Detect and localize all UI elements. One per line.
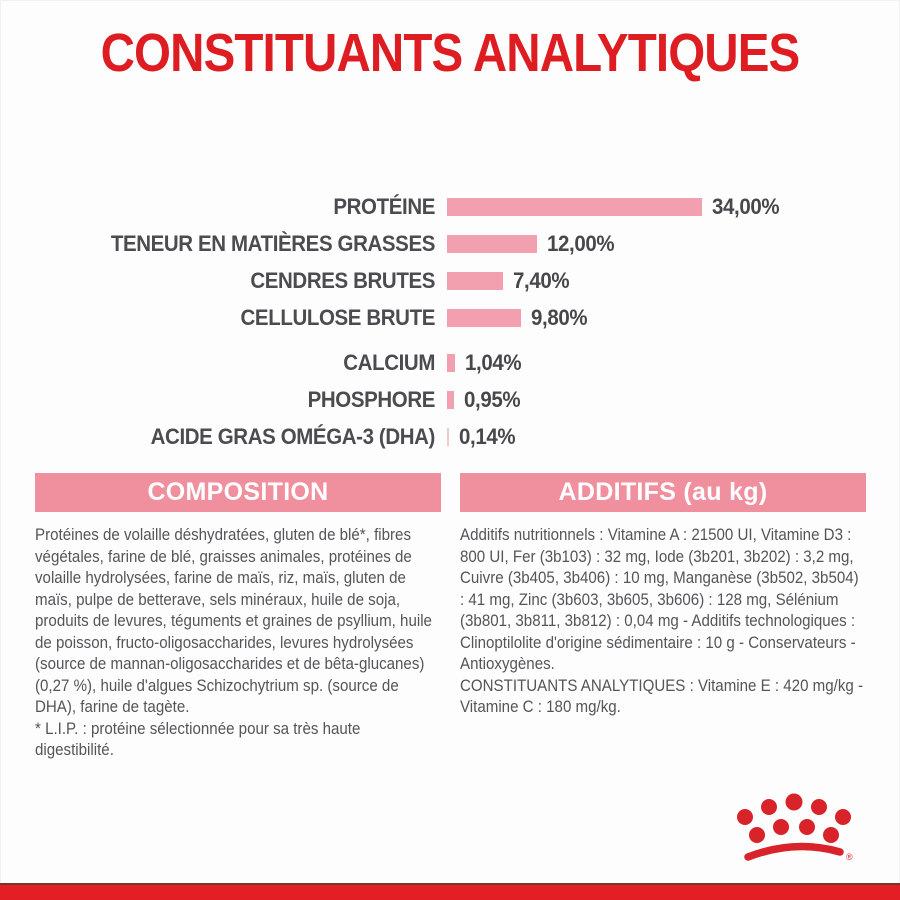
chart-row (0, 381, 900, 418)
chart-category-label: ACIDE GRAS OMÉGA-3 (DHA) (150, 423, 436, 449)
additives-section (460, 473, 866, 762)
chart-category-label: PROTÉINE (333, 193, 435, 219)
additives-header: ADDITIFS (au kg) (460, 473, 866, 512)
composition-text-block (35, 525, 441, 762)
additives-text-block (460, 525, 866, 719)
info-columns (35, 473, 865, 762)
chart-bar (447, 391, 454, 409)
chart-row (0, 299, 900, 336)
chart-category-label: CENDRES BRUTES (250, 267, 435, 293)
chart-bar (447, 198, 702, 216)
chart-bar (447, 354, 455, 372)
royal-canin-crown-logo-icon (712, 786, 862, 871)
chart-value-label: 0,14% (459, 423, 516, 449)
chart-bar (447, 428, 449, 446)
composition-section (35, 473, 441, 762)
chart-category-label: CALCIUM (343, 349, 435, 375)
chart-value-label: 12,00% (547, 230, 615, 256)
crown-icon (712, 786, 862, 871)
chart-category-label: PHOSPHORE (307, 386, 435, 412)
additives-body: Additifs nutritionnels : Vitamine A : 21500 UI, Vitamine D3 : 800 UI, Fer (3b103) : 32 mg, Iode (3b201, 3b202) : 3,2 mg, Cuivre (3b405, 3b406) : 10 mg, Manganèse (3b502, 3b504) : 41 mg, Zinc (3b603, 3b605, 3b606) : 128 mg, Sélénium (3b801, 3b811, 3b812) : 0,04 mg - Additifs technologiques : Clinoptilolite d'origine sédimentaire : 10 g - Conservateurs - Antioxygènes. (460, 526, 859, 673)
chart-bar (447, 272, 503, 290)
composition-header: COMPOSITION (35, 473, 441, 512)
chart-category-label: TENEUR EN MATIÈRES GRASSES (110, 230, 435, 256)
chart-value-label: 7,40% (513, 267, 570, 293)
chart-value-label: 0,95% (464, 386, 521, 412)
chart-value-label: 9,80% (531, 304, 588, 330)
chart-row (0, 225, 900, 262)
chart-row (0, 418, 900, 455)
chart-value-label: 1,04% (465, 349, 522, 375)
chart-row (0, 344, 900, 381)
chart-bar (447, 309, 521, 327)
chart-row (0, 188, 900, 225)
chart-bar (447, 235, 537, 253)
chart-row (0, 262, 900, 299)
page-title: CONSTITUANTS ANALYTIQUES (100, 23, 800, 83)
additives-analytical-constituents: CONSTITUANTS ANALYTIQUES : Vitamine E : 420 mg/kg - Vitamine C : 180 mg/kg. (460, 676, 864, 716)
chart-category-label: CELLULOSE BRUTE (240, 304, 435, 330)
analytical-constituents-bar-chart (0, 188, 900, 455)
bottom-red-bar (0, 883, 900, 900)
registered-trademark-icon: ® (846, 852, 853, 862)
composition-body: Protéines de volaille déshydratées, gluten de blé*, fibres végétales, farine de blé, graisses animales, protéines de volaille hydrolysées, farine de maïs, riz, maïs, gluten de maïs, pulpe de betterave, sels minéraux, huile de soja, produits de levures, téguments et graines de psyllium, huile de poisson, fructo-oligosaccharides, levures hydrolysées (source de mannan-oligosaccharides et de bêta-glucanes) (0,27 %), huile d'algues Schizochytrium sp. (source de DHA), farine de tagète. (35, 526, 432, 716)
chart-value-label: 34,00% (712, 193, 780, 219)
composition-footnote: * L.I.P. : protéine sélectionnée pour sa très haute digestibilité. (35, 719, 361, 759)
